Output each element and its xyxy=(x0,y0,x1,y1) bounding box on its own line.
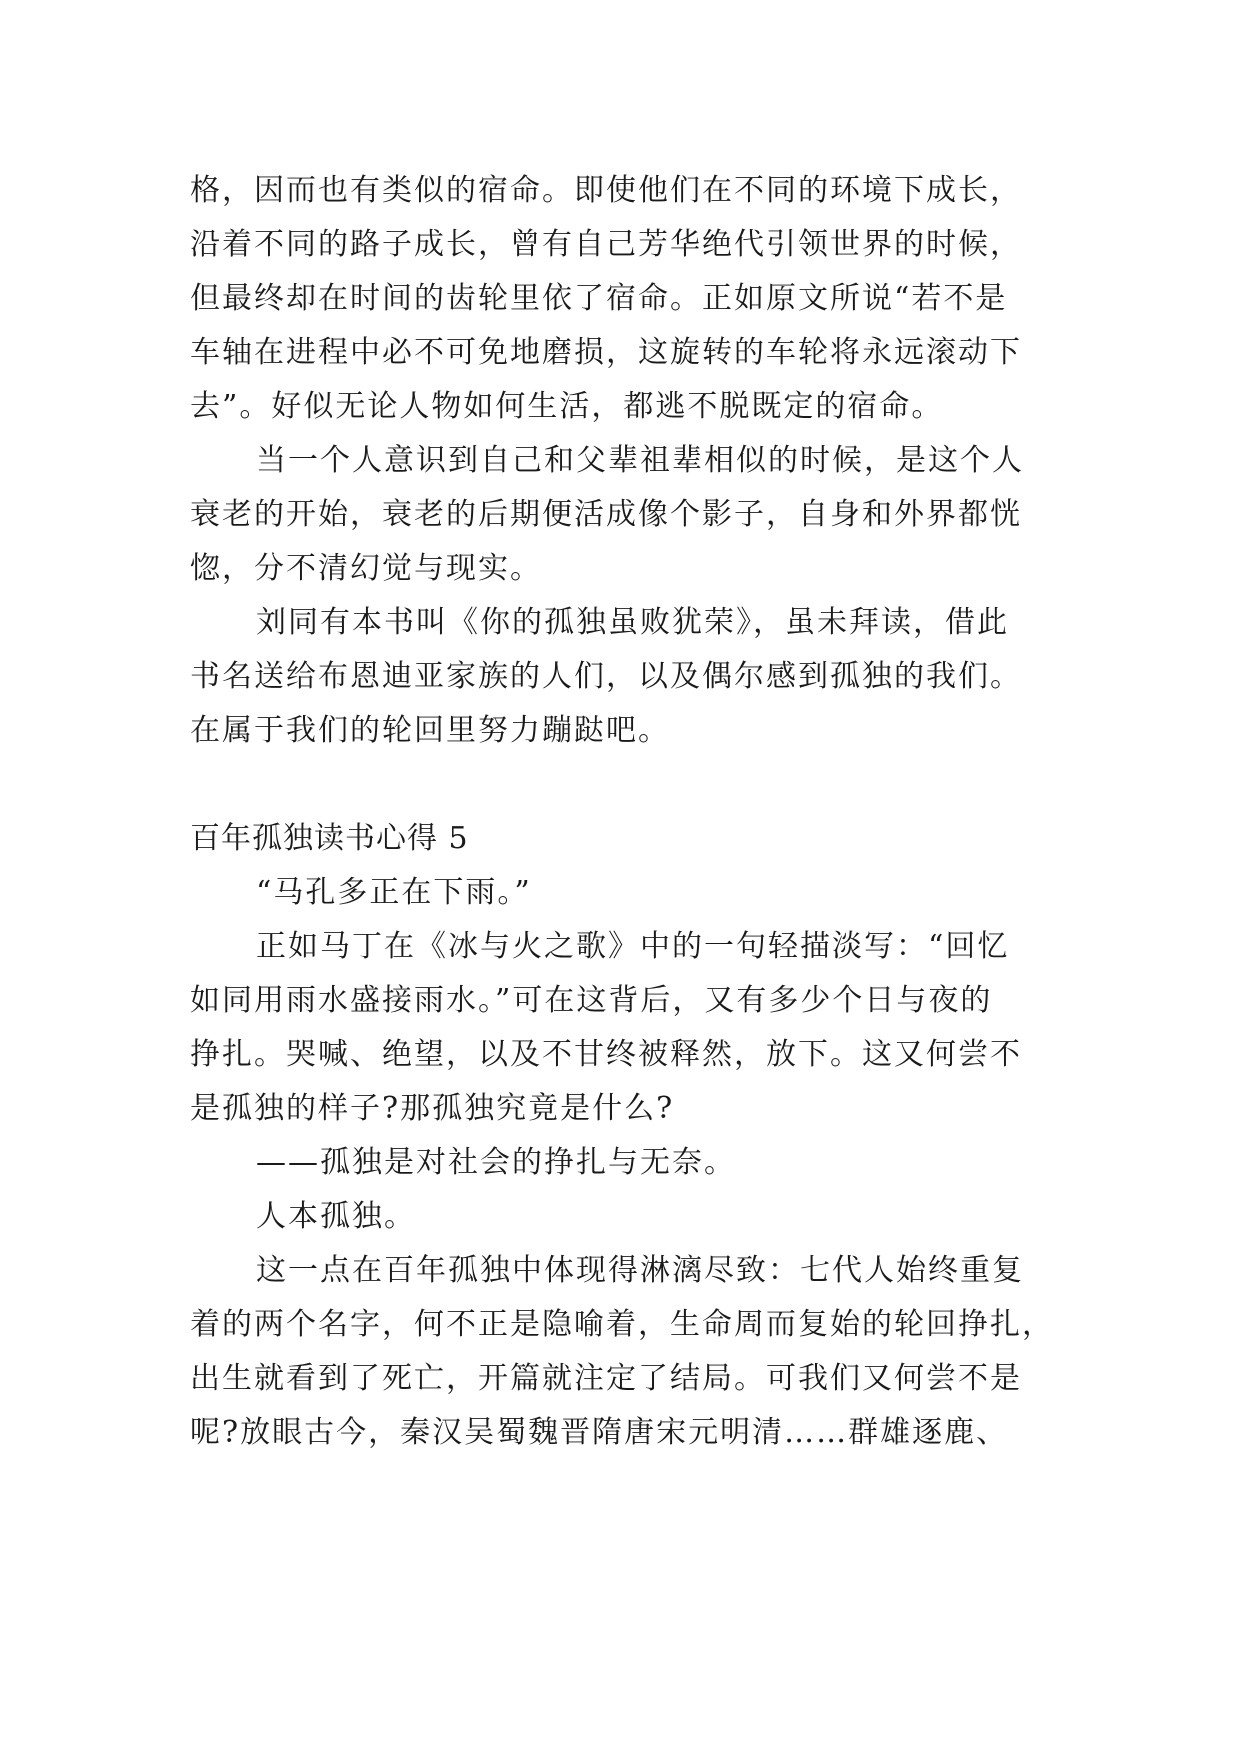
paragraph-line: 刘同有本书叫《你的孤独虽败犹荣》，虽未拜读，借此 xyxy=(256,605,1009,640)
paragraph-line: 出生就看到了死亡，开篇就注定了结局。可我们又何尝不是 xyxy=(190,1361,1022,1396)
paragraph-line: 但最终却在时间的齿轮里依了宿命。正如原文所说“若不是 xyxy=(190,281,1008,316)
paragraph-line: 人本孤独。 xyxy=(256,1199,416,1234)
document-body xyxy=(190,164,1070,1460)
paragraph-line: 去”。好似无论人物如何生活，都逃不脱既定的宿命。 xyxy=(190,389,944,424)
paragraph-line: “马孔多正在下雨。” xyxy=(256,875,532,910)
paragraph-line: 正如马丁在《冰与火之歌》中的一句轻描淡写：“回忆 xyxy=(256,929,1010,964)
paragraph-line: 着的两个名字，何不正是隐喻着，生命周而复始的轮回挣扎， xyxy=(190,1307,1054,1342)
paragraph-line: 挣扎。哭喊、绝望，以及不甘终被释然，放下。这又何尝不 xyxy=(190,1037,1022,1072)
paragraph-line: 如同用雨水盛接雨水。”可在这背后，又有多少个日与夜的 xyxy=(190,983,993,1018)
paragraph-line: 这一点在百年孤独中体现得淋漓尽致：七代人始终重复 xyxy=(256,1253,1024,1288)
paragraph-line: 是孤独的样子?那孤独究竟是什么? xyxy=(190,1091,675,1126)
paragraph-line: ——孤独是对社会的挣扎与无奈。 xyxy=(256,1145,736,1180)
section-spacer xyxy=(190,758,1070,812)
paragraph-line: 呢?放眼古今，秦汉吴蜀魏晋隋唐宋元明清……群雄逐鹿、 xyxy=(190,1415,1009,1450)
paragraph-line: 惚，分不清幻觉与现实。 xyxy=(190,551,542,586)
paragraph-line: 书名送给布恩迪亚家族的人们，以及偶尔感到孤独的我们。 xyxy=(190,659,1022,694)
paragraph-line: 当一个人意识到自己和父辈祖辈相似的时候，是这个人 xyxy=(256,443,1024,478)
paragraph-line: 沿着不同的路子成长，曾有自己芳华绝代引领世界的时候， xyxy=(190,227,1022,262)
paragraph-line: 车轴在进程中必不可免地磨损，这旋转的车轮将永远滚动下 xyxy=(190,335,1022,370)
section-heading: 百年孤独读书心得 5 xyxy=(190,821,469,856)
paragraph-line: 格，因而也有类似的宿命。即使他们在不同的环境下成长， xyxy=(190,173,1022,208)
paragraph-line: 在属于我们的轮回里努力蹦跶吧。 xyxy=(190,713,670,748)
paragraph-line: 衰老的开始，衰老的后期便活成像个影子，自身和外界都恍 xyxy=(190,497,1022,532)
